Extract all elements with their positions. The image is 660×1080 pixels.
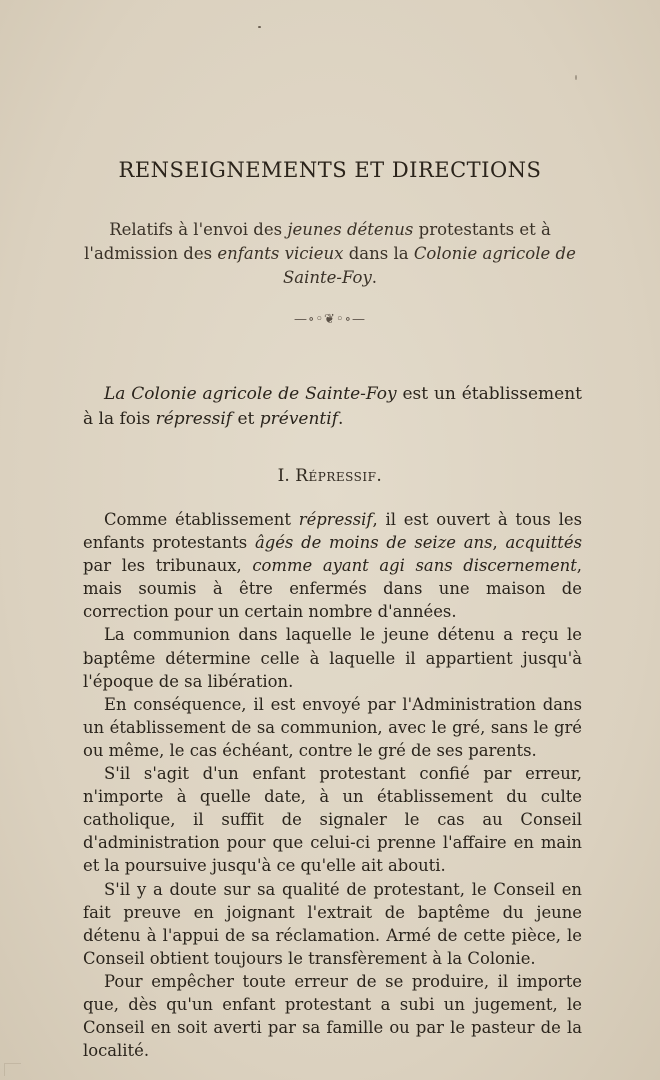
ornament-divider: —∘◦❦◦∘— (294, 312, 366, 327)
subtitle-text: Relatifs à l'envoi des (109, 220, 288, 239)
page-corner-mark (4, 1063, 21, 1076)
paragraph-4: S'il s'agit d'un enfant protestant confié par erreur, n'importe à quelle date, à un établissement du culte catholique, il suffit de signaler le cas au Conseil d'administration pour que celui-ci prenne l'affaire en main et la poursuive jusqu'à ce qu'elle ait abouti. (83, 764, 582, 876)
paragraph-6: Pour empêcher toute erreur de se produire, il importe que, dès qu'un enfant protestant a subi un jugement, le Conseil en soit averti par sa famille ou par le pasteur de la localité. (83, 971, 582, 1061)
paragraph-3: En conséquence, il est envoyé par l'Administration dans un établissement de sa communion, avec le gré, sans le gré ou même, le cas échéant, contre le gré de ses parents. (83, 694, 582, 760)
paragraph-5: S'il y a doute sur sa qualité de protestant, le Conseil en fait preuve en joignant l'extrait de baptême du jeune détenu à l'appui de sa réclamation. Armé de cette pièce, le Conseil obtient toujours le transfèrement à la Colonie. (83, 879, 582, 968)
para-italic: répressif (298, 510, 373, 529)
subtitle-italic: jeunes détenus (287, 220, 414, 239)
intro-text: est un établissement à la fois (83, 384, 582, 429)
paragraph-2: La communion dans laquelle le jeune détenu a reçu le baptême détermine celle à laquelle il appartient jusqu'à l'époque de sa libération. (83, 625, 582, 691)
intro-paragraph (83, 382, 582, 432)
para-text: , mais soumis à être enfermés dans une maison de correction pour un certain nombre d'années. (83, 556, 583, 622)
intro-italic: répressif (155, 409, 233, 429)
subtitle-text: dans la (343, 244, 414, 263)
subtitle-text: . (371, 268, 378, 287)
body-text (83, 508, 582, 1062)
para-text: par les tribunaux, (83, 556, 253, 576)
para-text: Comme établissement (104, 510, 299, 529)
para-italic: comme ayant agi sans discernement (252, 556, 577, 576)
paragraph-1 (83, 508, 582, 623)
section-heading (0, 466, 660, 486)
intro-text: . (338, 409, 344, 429)
para-italic: acquittés (505, 533, 582, 553)
para-italic: âgés de moins de seize ans (254, 533, 493, 553)
page-title: RENSEIGNEMENTS ET DIRECTIONS (118, 158, 542, 182)
paper-speck (258, 26, 261, 28)
paper-speck (575, 75, 577, 80)
subtitle-text: protestants et à l'admission des (84, 220, 551, 263)
para-text: , (492, 533, 506, 553)
intro-italic: La Colonie agricole de Sainte-Foy (104, 384, 397, 404)
section-title: Répressif. (295, 466, 383, 486)
section-number: I. (277, 466, 296, 486)
intro-text: et (232, 409, 260, 429)
subtitle-italic: Colonie agricole de Sainte-Foy (282, 244, 576, 287)
intro-italic: préventif (259, 409, 338, 429)
para-text: , il est ouvert à tous les enfants protestants (83, 510, 582, 553)
subtitle-italic: enfants vicieux (217, 244, 344, 263)
subtitle (70, 218, 590, 290)
